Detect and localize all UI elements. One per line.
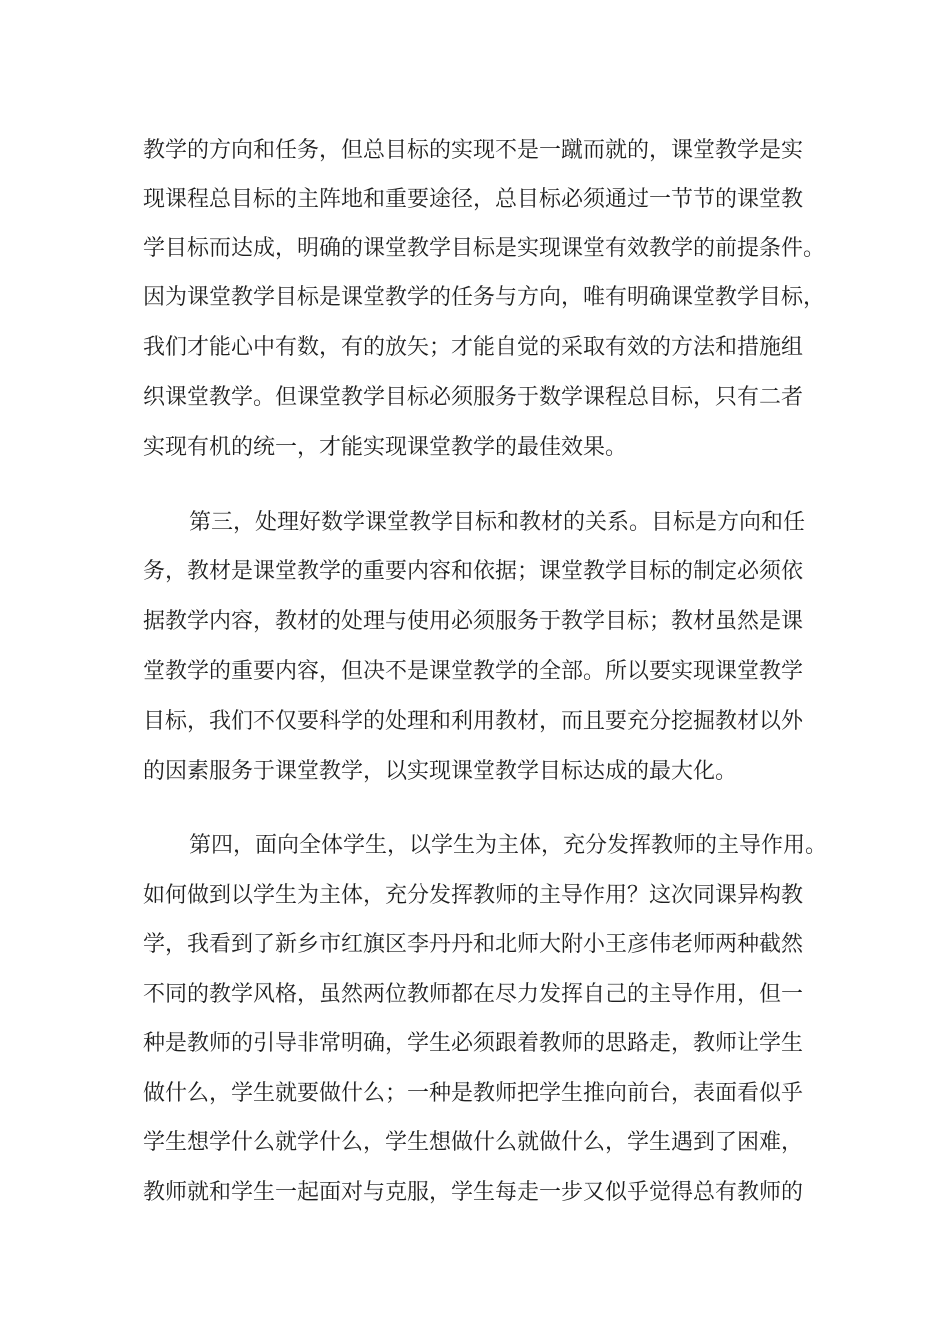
paragraph-1-line-4: 因为课堂教学目标是课堂教学的任务与方向，唯有明确课堂教学目标， [143,285,826,310]
paragraph-2-line-2: 务，教材是课堂教学的重要内容和依据；课堂教学目标的制定必须依 [143,559,804,584]
paragraph-1-line-5: 我们才能心中有数，有的放矢；才能自觉的采取有效的方法和措施组 [143,335,804,360]
paragraph-1-line-1: 教学的方向和任务，但总目标的实现不是一蹴而就的，课堂教学是实 [143,138,804,163]
paragraph-3-line-2: 如何做到以学生为主体，充分发挥教师的主导作用？这次同课异构教 [143,883,804,908]
paragraph-3-line-4: 不同的教学风格，虽然两位教师都在尽力发挥自己的主导作用，但一 [143,982,804,1007]
paragraph-1-line-7: 实现有机的统一，才能实现课堂教学的最佳效果。 [143,435,628,460]
paragraph-1-line-2: 现课程总目标的主阵地和重要途径，总目标必须通过一节节的课堂教 [143,187,804,212]
paragraph-3-line-6: 做什么，学生就要做什么；一种是教师把学生推向前台，表面看似乎 [143,1081,804,1106]
paragraph-1-line-3: 学目标而达成，明确的课堂教学目标是实现课堂有效教学的前提条件。 [143,236,826,261]
paragraph-3-line-5: 种是教师的引导非常明确，学生必须跟着教师的思路走，教师让学生 [143,1031,804,1056]
paragraph-3-line-3: 学，我看到了新乡市红旗区李丹丹和北师大附小王彦伟老师两种截然 [143,932,804,957]
paragraph-2-line-5: 目标，我们不仅要科学的处理和利用教材，而且要充分挖掘教材以外 [143,709,804,734]
paragraph-3-line-7: 学生想学什么就学什么，学生想做什么就做什么，学生遇到了困难， [143,1130,804,1155]
paragraph-3-line-1: 第四，面向全体学生，以学生为主体，充分发挥教师的主导作用。 [189,833,828,858]
paragraph-1-line-6: 织课堂教学。但课堂教学目标必须服务于数学课程总目标，只有二者 [143,385,804,410]
paragraph-2-line-1: 第三，处理好数学课堂教学目标和教材的关系。目标是方向和任 [189,510,806,535]
paragraph-2-line-6: 的因素服务于课堂教学，以实现课堂教学目标达成的最大化。 [143,759,738,784]
paragraph-2-line-4: 堂教学的重要内容，但决不是课堂教学的全部。所以要实现课堂教学 [143,659,804,684]
paragraph-2-line-3: 据教学内容，教材的处理与使用必须服务于教学目标；教材虽然是课 [143,609,804,634]
paragraph-3-line-8: 教师就和学生一起面对与克服，学生每走一步又似乎觉得总有教师的 [143,1180,804,1205]
